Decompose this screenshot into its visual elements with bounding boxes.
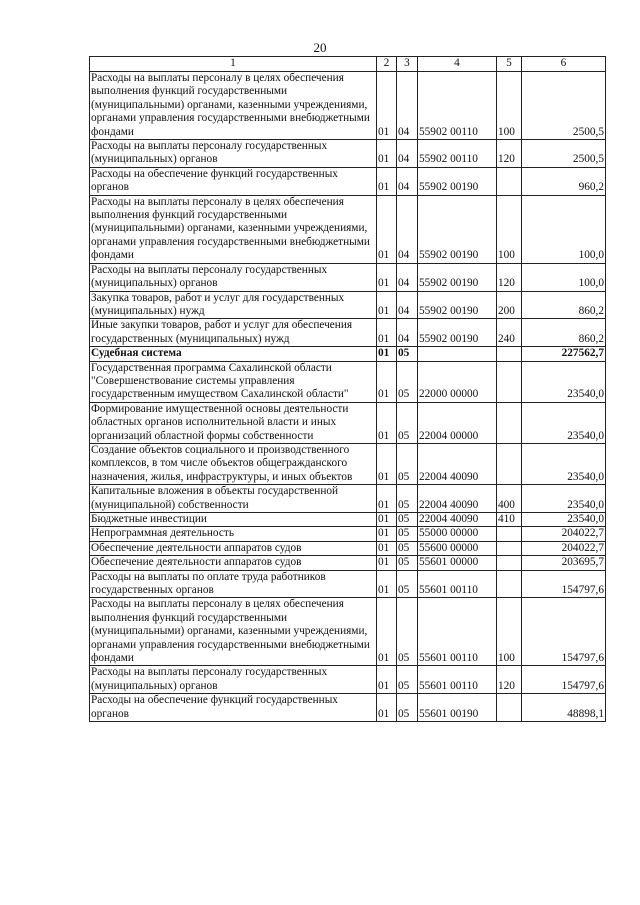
target-article-cell: 55902 00110 xyxy=(418,72,497,140)
expense-type-cell xyxy=(497,347,522,361)
expense-name-cell: Расходы на выплаты персоналу в целях обеспечения выполнения функций государственными (муниципальными) органами, казенными учреждениями, органами управления государственными внебюджетными фондами xyxy=(90,195,377,263)
table-row xyxy=(90,570,606,598)
target-article-cell: 55902 00190 xyxy=(418,167,497,195)
header-cell: 2 xyxy=(377,57,397,72)
table-row xyxy=(90,291,606,319)
expense-name-cell: Расходы на выплаты персоналу в целях обеспечения выполнения функций государственными (муниципальными) органами, казенными учреждениями, органами управления государственными внебюджетными фондами xyxy=(90,72,377,140)
section-code-cell: 01 xyxy=(377,513,397,527)
expense-type-cell: 120 xyxy=(497,263,522,291)
target-article-cell xyxy=(418,347,497,361)
expense-type-cell xyxy=(497,541,522,555)
section-code-cell: 01 xyxy=(377,347,397,361)
table-row xyxy=(90,72,606,140)
section-code-cell: 01 xyxy=(377,570,397,598)
expense-type-cell: 120 xyxy=(497,666,522,694)
table-row xyxy=(90,666,606,694)
amount-cell: 154797,6 xyxy=(522,666,606,694)
subsection-code-cell: 04 xyxy=(397,140,418,168)
table-row xyxy=(90,556,606,570)
subsection-code-cell: 04 xyxy=(397,167,418,195)
section-code-cell: 01 xyxy=(377,402,397,443)
table-row xyxy=(90,167,606,195)
amount-cell: 860,2 xyxy=(522,291,606,319)
section-code-cell: 01 xyxy=(377,443,397,484)
section-code-cell: 01 xyxy=(377,140,397,168)
subsection-code-cell: 05 xyxy=(397,556,418,570)
table-row xyxy=(90,319,606,347)
expense-type-cell xyxy=(497,527,522,541)
expense-type-cell xyxy=(497,361,522,402)
table-row xyxy=(90,485,606,513)
expense-name-cell: Расходы на выплаты персоналу в целях обеспечения выполнения функций государственными (муниципальными) органами, казенными учреждениями, органами управления государственными внебюджетными фондами xyxy=(90,598,377,666)
section-code-cell: 01 xyxy=(377,598,397,666)
amount-cell: 204022,7 xyxy=(522,541,606,555)
target-article-cell: 55601 00190 xyxy=(418,694,497,722)
amount-cell: 227562,7 xyxy=(522,347,606,361)
table-row xyxy=(90,263,606,291)
target-article-cell: 22004 40090 xyxy=(418,443,497,484)
expense-name-cell: Расходы на обеспечение функций государственных органов xyxy=(90,167,377,195)
amount-cell: 100,0 xyxy=(522,263,606,291)
section-code-cell: 01 xyxy=(377,263,397,291)
amount-cell: 960,2 xyxy=(522,167,606,195)
expense-type-cell xyxy=(497,570,522,598)
header-cell: 4 xyxy=(418,57,497,72)
header-cell: 5 xyxy=(497,57,522,72)
expense-name-cell: Закупка товаров, работ и услуг для государственных (муниципальных) нужд xyxy=(90,291,377,319)
header-cell: 3 xyxy=(397,57,418,72)
section-code-cell: 01 xyxy=(377,485,397,513)
amount-cell: 23540,0 xyxy=(522,485,606,513)
amount-cell: 860,2 xyxy=(522,319,606,347)
target-article-cell: 55902 00190 xyxy=(418,263,497,291)
subsection-code-cell: 04 xyxy=(397,263,418,291)
page-number: 20 xyxy=(313,40,327,55)
section-code-cell: 01 xyxy=(377,666,397,694)
target-article-cell: 55601 00110 xyxy=(418,570,497,598)
subsection-code-cell: 05 xyxy=(397,402,418,443)
expense-type-cell: 100 xyxy=(497,598,522,666)
expense-name-cell: Бюджетные инвестиции xyxy=(90,513,377,527)
section-code-cell: 01 xyxy=(377,527,397,541)
table-row xyxy=(90,541,606,555)
expense-type-cell: 100 xyxy=(497,195,522,263)
table-row xyxy=(90,598,606,666)
subsection-code-cell: 05 xyxy=(397,485,418,513)
target-article-cell: 55902 00190 xyxy=(418,195,497,263)
expense-name-cell: Расходы на выплаты по оплате труда работников государственных органов xyxy=(90,570,377,598)
section-code-cell: 01 xyxy=(377,195,397,263)
section-code-cell: 01 xyxy=(377,541,397,555)
subsection-code-cell: 05 xyxy=(397,443,418,484)
expense-name-cell: Расходы на выплаты персоналу государственных (муниципальных) органов xyxy=(90,666,377,694)
amount-cell: 23540,0 xyxy=(522,513,606,527)
target-article-cell: 55600 00000 xyxy=(418,541,497,555)
section-code-cell: 01 xyxy=(377,167,397,195)
target-article-cell: 22004 00000 xyxy=(418,402,497,443)
section-code-cell: 01 xyxy=(377,556,397,570)
table-row xyxy=(90,347,606,361)
amount-cell: 204022,7 xyxy=(522,527,606,541)
amount-cell: 48898,1 xyxy=(522,694,606,722)
target-article-cell: 22004 40090 xyxy=(418,485,497,513)
expense-type-cell xyxy=(497,694,522,722)
expense-type-cell xyxy=(497,443,522,484)
subsection-code-cell: 05 xyxy=(397,570,418,598)
subsection-code-cell: 05 xyxy=(397,361,418,402)
expense-type-cell: 240 xyxy=(497,319,522,347)
target-article-cell: 55902 00110 xyxy=(418,140,497,168)
expense-type-cell: 200 xyxy=(497,291,522,319)
target-article-cell: 22000 00000 xyxy=(418,361,497,402)
target-article-cell: 22004 40090 xyxy=(418,513,497,527)
target-article-cell: 55601 00000 xyxy=(418,556,497,570)
target-article-cell: 55000 00000 xyxy=(418,527,497,541)
table-row xyxy=(90,513,606,527)
expense-name-cell: Обеспечение деятельности аппаратов судов xyxy=(90,541,377,555)
header-cell: 6 xyxy=(522,57,606,72)
table-header-row xyxy=(90,57,606,72)
subsection-code-cell: 05 xyxy=(397,666,418,694)
target-article-cell: 55902 00190 xyxy=(418,319,497,347)
subsection-code-cell: 05 xyxy=(397,541,418,555)
expense-type-cell: 410 xyxy=(497,513,522,527)
expense-type-cell: 100 xyxy=(497,72,522,140)
amount-cell: 23540,0 xyxy=(522,443,606,484)
amount-cell: 23540,0 xyxy=(522,361,606,402)
table-row xyxy=(90,140,606,168)
table-row xyxy=(90,694,606,722)
expense-name-cell: Иные закупки товаров, работ и услуг для обеспечения государственных (муниципальных) нужд xyxy=(90,319,377,347)
expense-type-cell: 400 xyxy=(497,485,522,513)
expense-name-cell: Формирование имущественной основы деятельности областных органов исполнительной власти и иных организаций областной формы собственности xyxy=(90,402,377,443)
expense-name-cell: Капитальные вложения в объекты государственной (муниципальной) собственности xyxy=(90,485,377,513)
expense-name-cell: Государственная программа Сахалинской области "Совершенствование системы управления государственным имуществом Сахалинской области" xyxy=(90,361,377,402)
table-row xyxy=(90,361,606,402)
expense-name-cell: Судебная система xyxy=(90,347,377,361)
subsection-code-cell: 05 xyxy=(397,527,418,541)
amount-cell: 2500,5 xyxy=(522,140,606,168)
expense-name-cell: Расходы на обеспечение функций государственных органов xyxy=(90,694,377,722)
subsection-code-cell: 04 xyxy=(397,195,418,263)
expense-type-cell: 120 xyxy=(497,140,522,168)
subsection-code-cell: 05 xyxy=(397,694,418,722)
expense-type-cell xyxy=(497,556,522,570)
amount-cell: 154797,6 xyxy=(522,598,606,666)
expense-name-cell: Обеспечение деятельности аппаратов судов xyxy=(90,556,377,570)
subsection-code-cell: 05 xyxy=(397,598,418,666)
amount-cell: 203695,7 xyxy=(522,556,606,570)
section-code-cell: 01 xyxy=(377,319,397,347)
target-article-cell: 55601 00110 xyxy=(418,598,497,666)
section-code-cell: 01 xyxy=(377,361,397,402)
budget-table xyxy=(89,56,606,722)
subsection-code-cell: 04 xyxy=(397,319,418,347)
target-article-cell: 55601 00110 xyxy=(418,666,497,694)
target-article-cell: 55902 00190 xyxy=(418,291,497,319)
expense-name-cell: Расходы на выплаты персоналу государственных (муниципальных) органов xyxy=(90,140,377,168)
amount-cell: 2500,5 xyxy=(522,72,606,140)
subsection-code-cell: 05 xyxy=(397,513,418,527)
table-row xyxy=(90,443,606,484)
section-code-cell: 01 xyxy=(377,291,397,319)
subsection-code-cell: 05 xyxy=(397,347,418,361)
table-row xyxy=(90,195,606,263)
table-row xyxy=(90,527,606,541)
expense-name-cell: Непрограммная деятельность xyxy=(90,527,377,541)
expense-name-cell: Создание объектов социального и производственного комплексов, в том числе объектов общегражданского назначения, жилья, инфраструктуры, и иных объектов xyxy=(90,443,377,484)
amount-cell: 100,0 xyxy=(522,195,606,263)
subsection-code-cell: 04 xyxy=(397,72,418,140)
amount-cell: 154797,6 xyxy=(522,570,606,598)
expense-name-cell: Расходы на выплаты персоналу государственных (муниципальных) органов xyxy=(90,263,377,291)
header-cell: 1 xyxy=(90,57,377,72)
expense-type-cell xyxy=(497,402,522,443)
section-code-cell: 01 xyxy=(377,694,397,722)
amount-cell: 23540,0 xyxy=(522,402,606,443)
expense-type-cell xyxy=(497,167,522,195)
table-row xyxy=(90,402,606,443)
section-code-cell: 01 xyxy=(377,72,397,140)
subsection-code-cell: 04 xyxy=(397,291,418,319)
